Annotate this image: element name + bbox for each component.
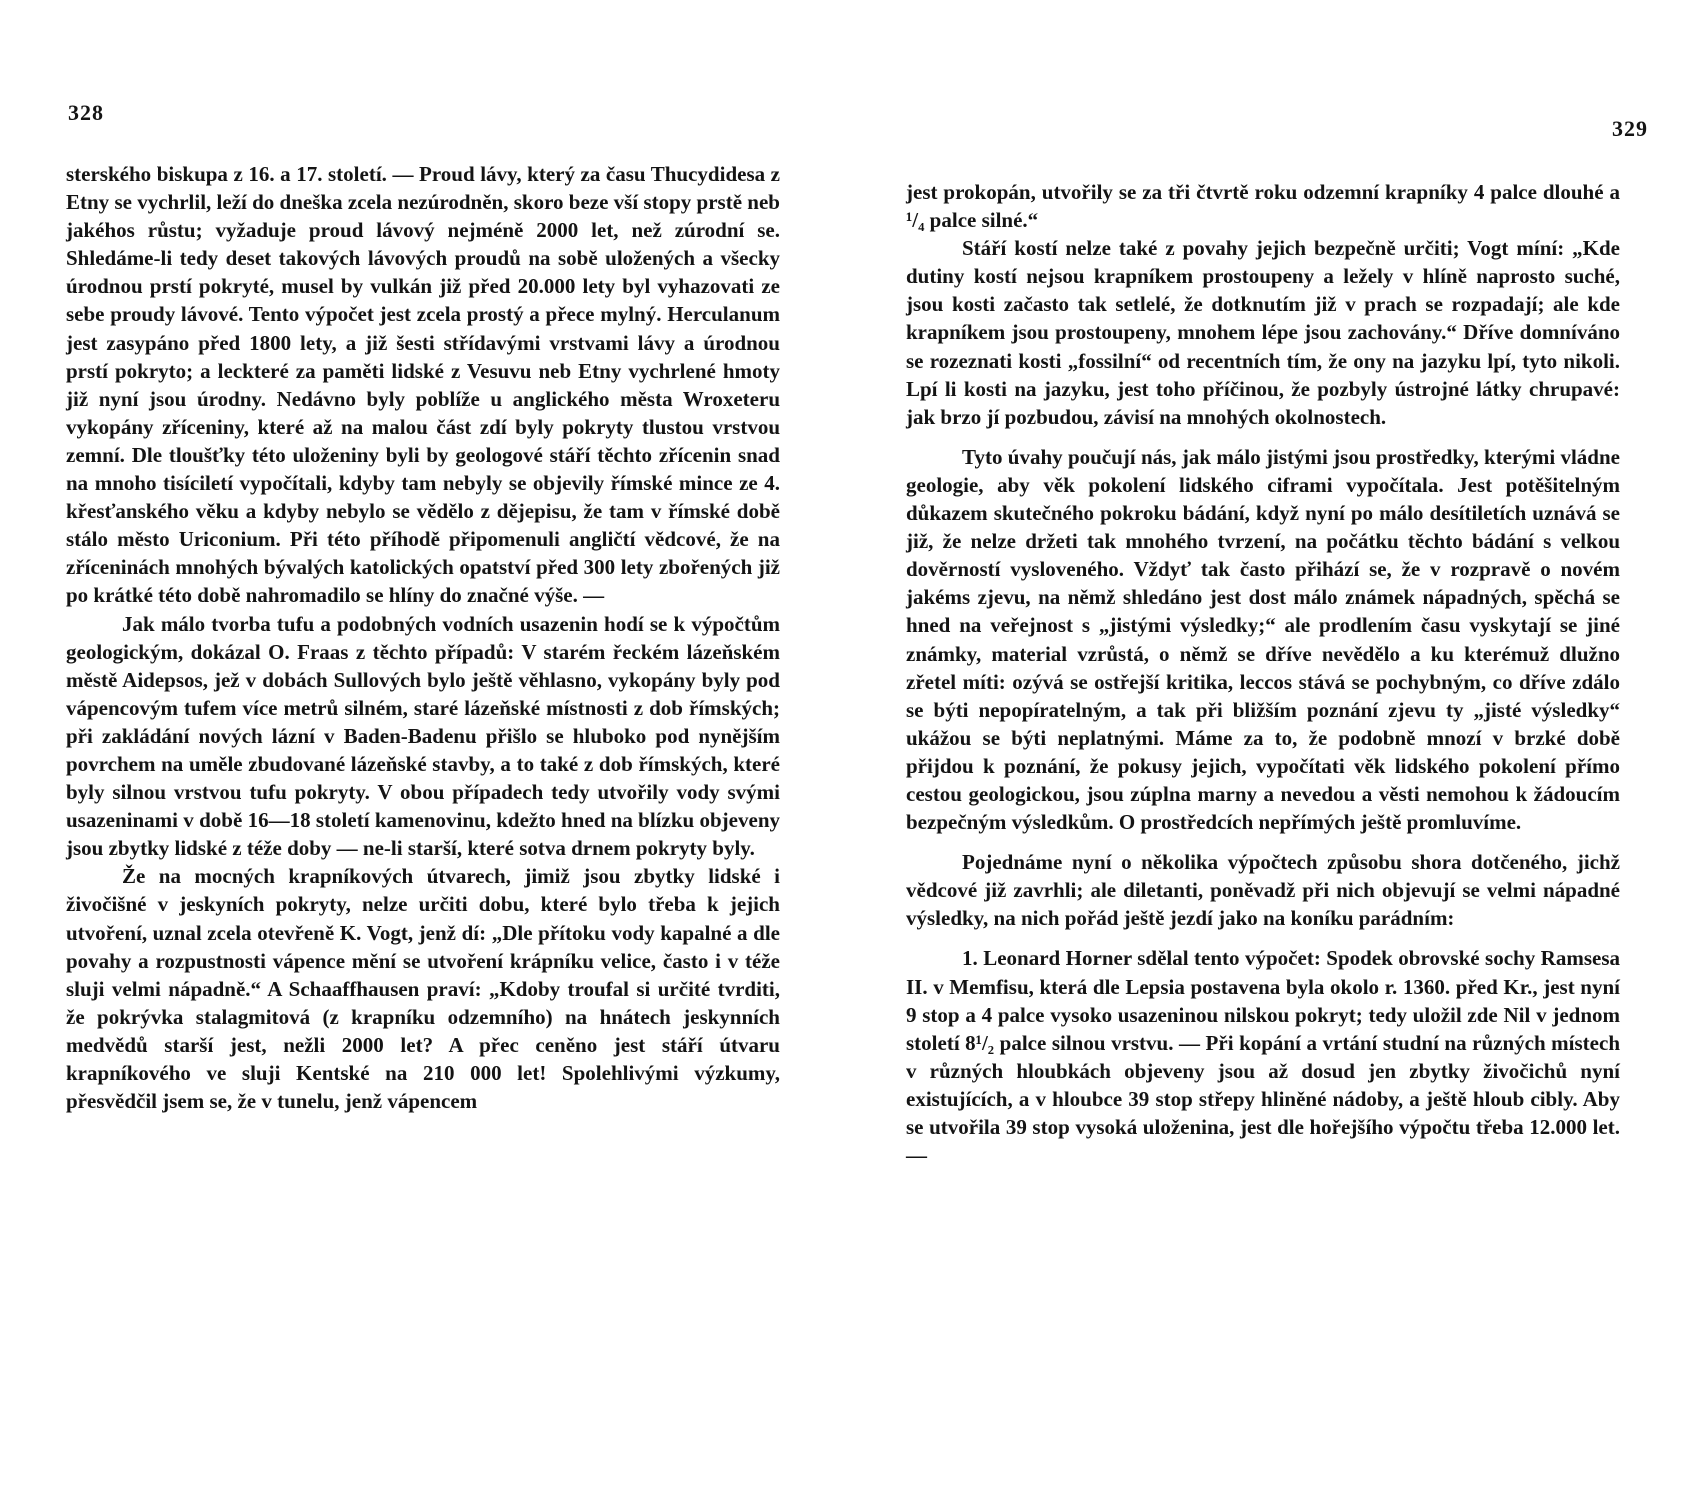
paragraph: Jak málo tvorba tufu a podobných vodních usazenin hodí se k výpočtům geologickým, dokázal O. Fraas z těchto případů: V starém řeckém lázeňském městě Aidepsos, jež v dobách Sullových bylo ještě věhlasno, vykopány byly pod vápencovým tufem více metrů silném, staré lázeňské místnosti z dob římských; při zakládání nových lázní v Baden-Badenu přišlo se hluboko pod nynějším povrchem na uměle zbudované lázeňské stavby, a to také z dob římských, které byly silnou vrstvou tufu pokryty. V obou případech tedy utvořily vody svými usazeninami v době 16—18 století kamenovinu, kdežto hned na blízku objeveny jsou zbytky lidské z téže doby — ne-li starší, které sotva drnem pokryty byly.	[66, 611, 780, 861]
left-page-text	[66, 160, 780, 1115]
page-number-right: 329	[1612, 116, 1648, 141]
paragraph: 1. Leonard Horner sdělal tento výpočet: Spodek obrovské sochy Ramsesa II. v Memfisu, která dle Lepsia postavena byla okolo r. 1360. před Kr., jest nyní 9 stop a 4 palce vysoko usazeninou nilskou pokryt; tedy uložil zde Nil v jednom století 8¹/₂ palce silnou vrstvu. — Při kopání a vrtání studní na různých místech v různých hloubkách objeveny jsou až dosud jen zbytky živočichů nyní existujících, a v hloubce 39 stop střepy hliněné nádoby, a ještě hloub cibly. Aby se utvořila 39 stop vysoká uloženina, jest dle hořejšího výpočtu třeba 12.000 let. —	[906, 946, 1620, 1168]
paragraph: sterského biskupa z 16. a 17. století. — Proud lávy, který za času Thucydidesa z Etny se vychrlil, leží do dneška zcela nezúrodněn, skoro beze vší stopy prstě neb jakéhos růstu; vyžaduje proud lávový nejméně 2000 let, než zúrodní se. Shledáme-li tedy deset takových lávových proudů na sobě uložených a všecky úrodnou prstí pokryté, musel by vulkán již před 20.000 lety byl vyhazovati ze sebe proudy lávové. Tento výpočet jest zcela prostý a přece mylný. Herculanum jest zasypáno před 1800 lety, a již šesti střídavými vrstvami lávy a úrodnou prstí pokryto; a leckteré za paměti lidské z Vesuvu neb Etny vychrlené hmoty již nyní jsou úrodny. Nedávno byly poblíže u anglického města Wroxeteru vykopány zříceniny, které až na malou část zdí byly pokryty tlustou vrstvou zemní. Dle tloušťky této uloženiny byli by geologové stáří těchto zřícenin snad na mnoho tisíciletí vypočítali, kdyby tam nebyly se objevily římské mince ze 4. křesťanského věku a kdyby nebylo se vědělo z dějepisu, že tam v římské době stálo město Uriconium. Při této příhodě připomenuli angličtí vědcové, že na zříceninách mnohých bývalých katolických opatství před 300 lety zbořených již po krátké této době nahromadilo se hlíny do značné výše. —	[66, 162, 780, 608]
right-page-text	[906, 178, 1620, 1169]
paragraph: Tyto úvahy poučují nás, jak málo jistými jsou prostředky, kterými vládne geologie, aby věk pokolení lidského ciframi vypočítala. Jest potěšitelným důkazem skutečného pokroku bádání, když nyní po málo desítiletích uznává se již, že nelze držeti tak mnohého tvrzení, na počátku těchto bádání s velkou dověrností vysloveného. Vždyť tak často přihází se, že v rozpravě o novém jakéms zjevu, na němž shledáno jest dost málo známek nápadných, spěchá se hned na veřejnost s „jistými výsledky;“ ale prodlením času vyskytají se jiné známky, material vzrůstá, o němž se dříve nevědělo a ku kterémuž dlužno zřetel míti: ozývá se ostřejší kritika, leccos stává se pochybným, co dříve zdálo se býti nepopíratelným, a tak při bližším poznání zjevu ty „jisté výsledky“ ukážou se býti neplatnými. Máme za to, že podobně mnozí v brzké době přijdou k poznání, že pokusy jejich, vypočítati věk lidského pokolení přímo cestou geologickou, jsou zúplna marny a nevedou a věsti nemohou k žádoucím bezpečným výsledkům. O prostředcích nepřímých ještě promluvíme.	[906, 444, 1620, 835]
paragraph: jest prokopán, utvořily se za tři čtvrtě roku odzemní krapníky 4 palce dlouhé a ¹/₄ palce silné.“	[906, 180, 1620, 233]
paragraph: Pojednáme nyní o několika výpočtech způsobu shora dotčeného, jichž vědcové již zavrhli; ale diletanti, poněvadž při nich objevují se velmi nápadné výsledky, na nich pořád ještě jezdí jako na koníku parádním:	[906, 850, 1620, 931]
page-number-left: 328	[68, 100, 104, 125]
paragraph: Že na mocných krapníkových útvarech, jimiž jsou zbytky lidské i živočišné v jeskyních pokryty, nelze určiti dobu, které bylo třeba k jejich utvoření, uznal zcela otevřeně K. Vogt, jenž dí: „Dle přítoku vody kapalné a dle povahy a rozpustnosti vápence mění se utvoření krápníku velice, často i v téže sluji velmi nápadně.“ A Schaaffhausen praví: „Kdoby troufal si určité tvrditi, že pokrývka stalagmitová (z krapníku odzemního) na hnátech jeskynních medvědů starší jest, nežli 2000 let? A přec ceněno jest stáří útvaru krapníkového ve sluji Kentské na 210 000 let! Spolehlivými výzkumy, přesvědčil jsem se, že v tunelu, jenž vápencem	[66, 864, 780, 1114]
paragraph: Stáří kostí nelze také z povahy jejich bezpečně určiti; Vogt míní: „Kde dutiny kostí nejsou krapníkem prostoupeny a ležely v hlíně naprosto suché, jsou kosti začasto tak setlelé, že dotknutím již v prach se rozpadají; ale kde krapníkem jsou prostoupeny, mnohem lépe jsou zachovány.“ Dříve domníváno se rozeznati kosti „fossilní“ od recentních tím, že ony na jazyku lpí, tyto nikoli. Lpí li kosti na jazyku, jest toho příčinou, že pozbyly ústrojné látky chrupavé: jak brzo jí pozbudou, závisí na mnohých okolnostech.	[906, 236, 1620, 429]
